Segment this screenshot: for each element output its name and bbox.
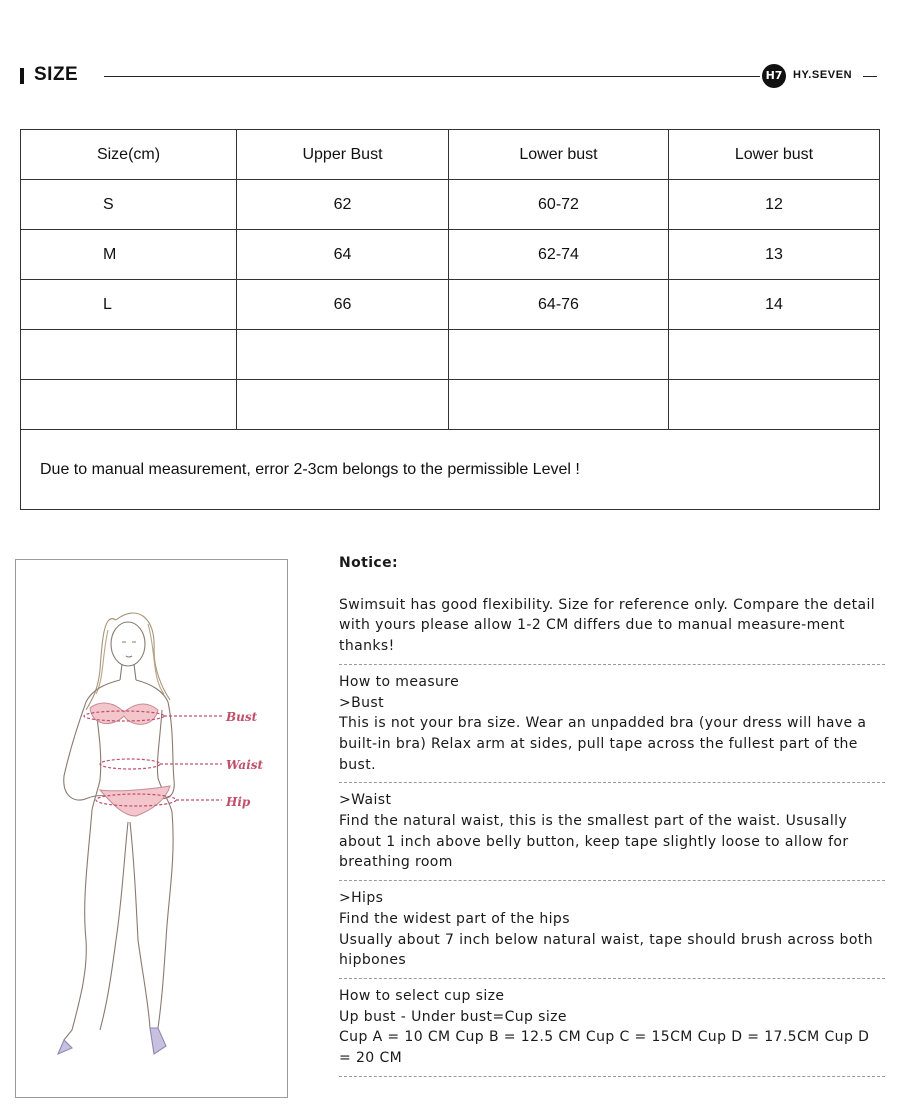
size-cell: S (21, 180, 237, 229)
measurement-note: Due to manual measurement, error 2-3cm belongs to the permissible Level ! (40, 460, 580, 478)
table-cell: 64 (237, 230, 449, 279)
waist-label: Waist (226, 758, 264, 772)
waist-block (339, 790, 885, 873)
table-row (21, 380, 879, 430)
hips-heading: >Hips (339, 890, 384, 907)
waist-text: Find the natural waist, this is the smallest part of the waist. Ususally about 1 inch above belly button, keep tape slightly loose to allow for breathing room (339, 813, 849, 871)
table-row (21, 230, 879, 280)
hips-text-2: Usually about 7 inch below natural waist, tape should brush across both hipbones (339, 931, 873, 969)
body-measurement-figure (15, 559, 288, 1098)
table-cell (237, 330, 449, 379)
table-row (21, 180, 879, 230)
hip-label: Hip (226, 795, 251, 809)
brand-name: HY.SEVEN (793, 69, 853, 81)
bust-block (339, 672, 885, 776)
section-header (20, 60, 880, 90)
bust-heading: >Bust (339, 694, 384, 711)
notice-intro: Swimsuit has good flexibility. Size for reference only. Compare the detail with yours please allow 1-2 CM differs due to manual measure-ment thanks! (339, 596, 876, 655)
section-title: SIZE (34, 64, 79, 85)
table-cell (21, 380, 237, 429)
cup-values: Cup A = 10 CM Cup B = 12.5 CM Cup C = 15CM Cup D = 17.5CM Cup D = 20 CM (339, 1029, 870, 1067)
brand-logo-icon: H7 (762, 64, 786, 88)
dashed-divider (339, 1076, 885, 1077)
header-divider-end (863, 76, 877, 77)
size-cell: L (21, 280, 237, 329)
table-cell (237, 380, 449, 429)
table-header-row (21, 130, 879, 180)
dashed-divider (339, 782, 885, 783)
table-cell (21, 330, 237, 379)
body-sketch-icon (16, 560, 289, 1099)
waist-heading: >Waist (339, 792, 392, 809)
size-cell: M (21, 230, 237, 279)
header-cell: Upper Bust (237, 130, 449, 179)
table-cell: 62-74 (449, 230, 669, 279)
cup-formula: Up bust - Under bust=Cup size (339, 1008, 567, 1025)
dashed-divider (339, 978, 885, 979)
dashed-divider (339, 664, 885, 665)
table-cell: 66 (237, 280, 449, 329)
header-cell: Lower bust (734, 145, 814, 163)
bust-label: Bust (226, 710, 258, 724)
table-cell: 60-72 (449, 180, 669, 229)
size-table (20, 129, 880, 510)
notice-section (339, 553, 885, 1084)
header-accent-bar (20, 68, 24, 84)
table-cell: 62 (237, 180, 449, 229)
hips-block (339, 888, 885, 971)
how-to-measure-heading: How to measure (339, 673, 460, 690)
table-cell (669, 380, 879, 429)
cup-heading: How to select cup size (339, 987, 505, 1004)
table-cell: 13 (765, 245, 783, 263)
table-cell: 14 (765, 295, 783, 313)
header-divider (104, 76, 760, 77)
dashed-divider (339, 880, 885, 881)
bust-text: This is not your bra size. Wear an unpadded bra (your dress will have a built-in bra) Relax arm at sides, pull tape across the fullest part of the bust. (339, 715, 867, 773)
table-row (21, 330, 879, 380)
table-cell (669, 330, 879, 379)
header-cell: Size(cm) (21, 130, 237, 179)
hips-text-1: Find the widest part of the hips (339, 910, 570, 927)
notice-intro-block (339, 595, 885, 657)
notice-title: Notice: (339, 555, 399, 571)
table-row (21, 280, 879, 330)
table-cell (449, 380, 669, 429)
table-cell: 64-76 (449, 280, 669, 329)
header-cell: Lower bust (449, 130, 669, 179)
cup-block (339, 986, 885, 1069)
table-cell (449, 330, 669, 379)
table-cell: 12 (765, 195, 783, 213)
